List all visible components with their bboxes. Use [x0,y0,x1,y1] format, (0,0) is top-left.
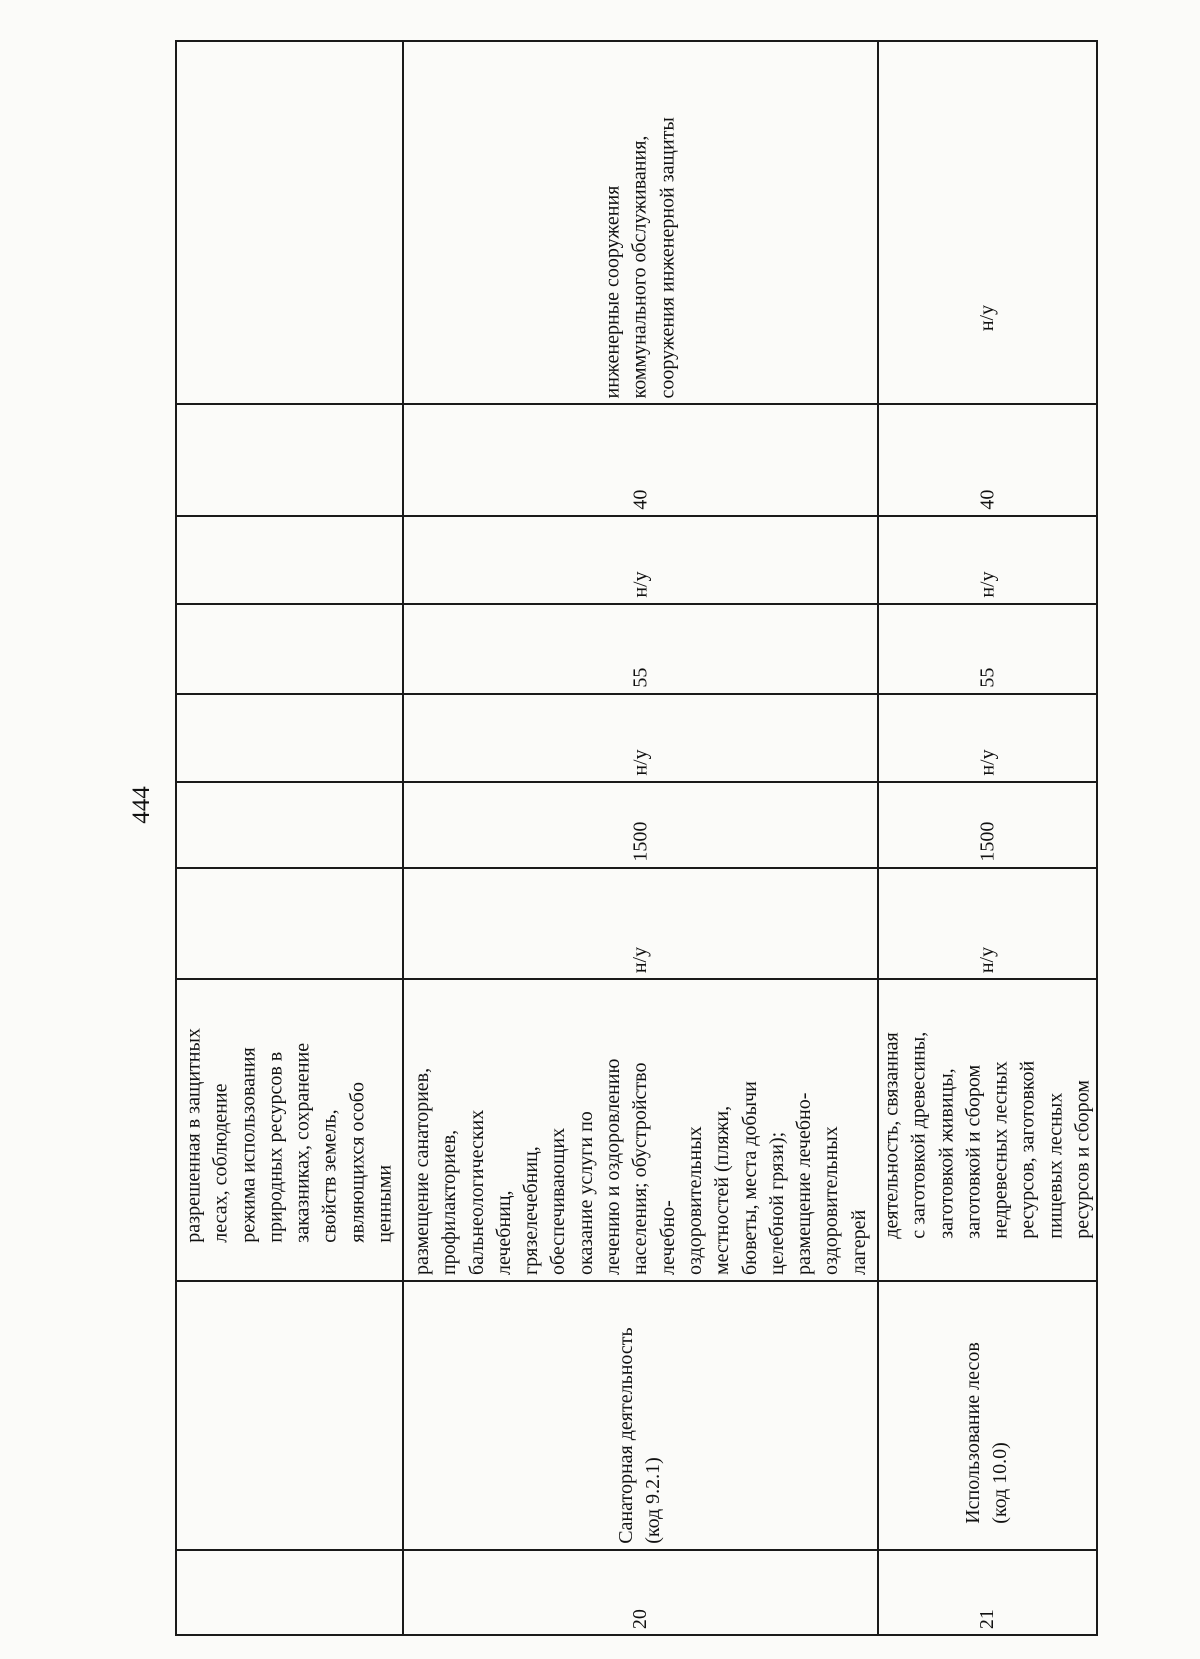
row-description: разрешенная в защитных лесах, соблюдение режима использования природных ресурсов в заказниках, сохранение свойств земель, являющихся особо ценными [182,1027,396,1243]
value-text: 55 [975,667,998,688]
table-row [177,980,402,1280]
value-cell [879,783,1096,867]
row-number [404,1551,877,1634]
row-note-text: н/у [975,304,998,331]
value-cell [879,405,1096,515]
value-text: н/у [628,571,651,598]
value-text: н/у [975,571,998,598]
row-number-text: 20 [628,1608,651,1629]
value-text: н/у [628,946,651,973]
value-cell [404,405,877,515]
row-description-text: размещение санаториев, профилакториев, бальнеологических лечебниц, грязелечебниц, обеспечивающих оказание услуги по лечению и оздоровлению населения; обустройство лечебно- оздоровительных местностей (пляжи, бюветы, места добычи целебной грязи); размещение лечебно- оздоровительных лагерей [410,1058,870,1276]
value-cell [404,517,877,603]
value-cell [879,517,1096,603]
row-note [404,42,877,403]
row-note-text: инженерные сооружения коммунального обслуживания, сооружения инженерной защиты [601,116,679,398]
row-name-text: Использование лесов (код 10.0) [962,1342,1012,1524]
value-text: 40 [628,489,651,510]
value-text: 40 [975,489,998,510]
table-border-left [175,40,177,1635]
value-cell [879,695,1096,781]
row-description [404,980,877,1280]
table-border-bottom [175,1634,1098,1636]
row-note [879,42,1096,403]
value-cell [404,695,877,781]
row-name-text: Санаторная деятельность (код 9.2.1) [615,1327,665,1544]
value-cell [404,869,877,978]
row-name [404,1282,877,1549]
value-text: 1500 [628,821,651,862]
table-border-right [1096,40,1098,1635]
value-text: 1500 [975,821,998,862]
page-number [122,775,162,835]
row-name [879,1282,1096,1549]
value-text: 55 [628,667,651,688]
row-number-text: 21 [975,1608,998,1629]
row-description-text: деятельность, связанная с заготовкой древесины, заготовкой живицы, заготовкой и сбором недревесных лесных ресурсов, заготовкой пищевых лесных ресурсов и сбором [880,1031,1094,1239]
value-cell [404,783,877,867]
value-text: н/у [975,749,998,776]
page-number-text: 444 [128,786,155,824]
row-description [879,980,1096,1280]
value-cell [879,869,1096,978]
value-cell [879,605,1096,693]
value-text: н/у [975,946,998,973]
value-text: н/у [628,749,651,776]
row-number [879,1551,1096,1634]
value-cell [404,605,877,693]
